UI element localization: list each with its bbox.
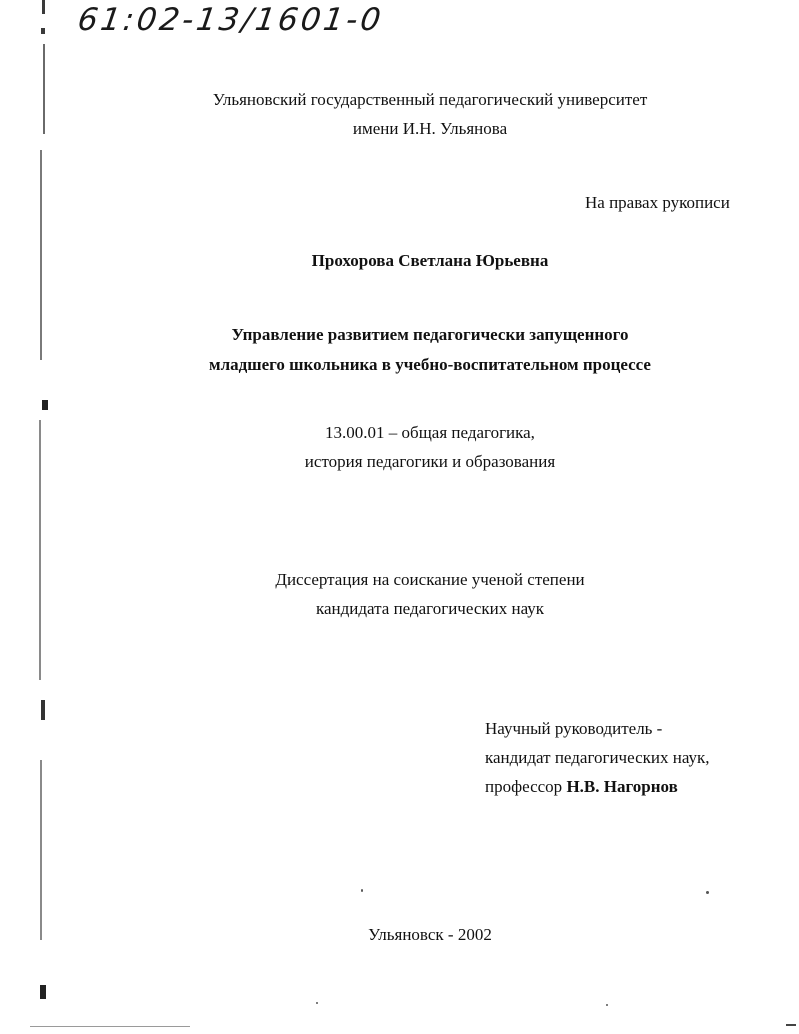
scan-corner-mark (786, 1024, 796, 1026)
dissertation-title-line1: Управление развитием педагогически запущенного (231, 325, 629, 344)
supervisor-title (485, 777, 678, 797)
supervisor-degree: кандидат педагогических наук, (485, 748, 710, 767)
scan-speck (606, 1004, 608, 1006)
rights-note: На правах рукописи (585, 193, 730, 212)
city-year: Ульяновск - 2002 (368, 925, 492, 944)
dissertation-title-line2: младшего школьника в учебно-воспитательном процессе (209, 355, 651, 374)
supervisor-rank: профессор (485, 777, 567, 796)
scan-speck (316, 1002, 318, 1004)
scan-binding-edge (34, 0, 48, 1034)
specialty-name: история педагогики и образования (304, 452, 556, 471)
archive-code-handwritten: 61:02-13/1601-0 (75, 2, 386, 38)
degree-line1: Диссертация на соискание ученой степени (275, 570, 585, 589)
specialty-code: 13.00.01 – общая педагогика, (325, 423, 535, 442)
supervisor-label: Научный руководитель - (485, 719, 663, 738)
scan-speck (361, 889, 363, 892)
degree-line2: кандидата педагогических наук (315, 599, 545, 618)
scan-speck (706, 891, 709, 894)
supervisor-name: Н.В. Нагорнов (566, 777, 678, 796)
university-named-after: имени И.Н. Ульянова (352, 119, 508, 138)
university-name: Ульяновский государственный педагогический университет (212, 90, 648, 109)
scan-bottom-rule (30, 1026, 190, 1027)
author-name: Прохорова Светлана Юрьевна (311, 251, 549, 270)
